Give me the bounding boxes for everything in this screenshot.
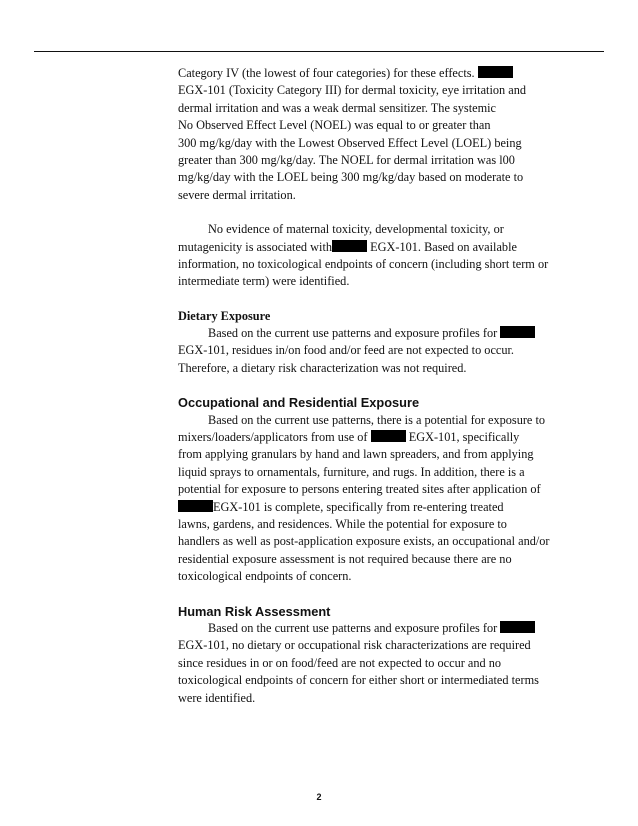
text-line: EGX-101 (Toxicity Category III) for dermal toxicity, eye irritation and bbox=[178, 83, 527, 98]
text-line: were identified. bbox=[178, 690, 256, 705]
text-line: greater than 300 mg/kg/day. The NOEL for dermal irritation was l00 bbox=[178, 152, 515, 167]
text-line: 300 mg/kg/day with the Lowest Observed Effect Level (LOEL) being bbox=[178, 135, 522, 150]
header-rule bbox=[34, 51, 604, 52]
text-line: Therefore, a dietary risk characterization was not required. bbox=[178, 360, 467, 375]
text-line: EGX-101, residues in/on food and/or feed are not expected to occur. bbox=[178, 343, 515, 358]
text-line: severe dermal irritation. bbox=[178, 187, 296, 202]
text-line: No evidence of maternal toxicity, developmental toxicity, or bbox=[208, 222, 504, 237]
text-line: EGX-101. Based on available bbox=[370, 239, 517, 254]
toxicity-paragraph bbox=[178, 65, 568, 204]
maternal-toxicity-paragraph bbox=[178, 221, 568, 291]
text-line: mg/kg/day with the LOEL being 300 mg/kg/day based on moderate to bbox=[178, 170, 524, 185]
text-line: mixers/loaders/applicators from use of bbox=[178, 430, 368, 445]
text-line: since residues in or on food/feed are not expected to occur and no bbox=[178, 655, 502, 670]
page-number: 2 bbox=[316, 792, 322, 802]
occupational-exposure-section bbox=[178, 394, 568, 585]
text-line: Based on the current use patterns, there is a potential for exposure to bbox=[208, 412, 546, 427]
text-line: Category IV (the lowest of four categories) for these effects. bbox=[178, 66, 475, 80]
text-line: handlers as well as post-application exposure exists, an occupational and/or bbox=[178, 534, 550, 549]
text-line: EGX-101, specifically bbox=[408, 430, 520, 445]
text-line: information, no toxicological endpoints of concern (including short term or bbox=[178, 256, 549, 271]
human-risk-assessment-section bbox=[178, 603, 568, 707]
dietary-exposure-section bbox=[178, 308, 568, 378]
redaction-block bbox=[500, 326, 535, 338]
text-line: liquid sprays to ornamentals, furniture, and rugs. In addition, there is a bbox=[178, 464, 525, 479]
section-heading-dietary-exposure: Dietary Exposure bbox=[178, 308, 271, 323]
text-line: toxicological endpoints of concern for either short or intermediated terms bbox=[178, 673, 539, 688]
section-heading-occupational-exposure: Occupational and Residential Exposure bbox=[178, 395, 420, 411]
redaction-block bbox=[500, 621, 535, 633]
redaction-block bbox=[178, 500, 213, 512]
text-line: Based on the current use patterns and exposure profiles for bbox=[208, 326, 498, 341]
text-line: mutagenicity is associated with bbox=[178, 239, 333, 254]
text-line: potential for exposure to persons entering treated sites after application of bbox=[178, 482, 541, 497]
redaction-block bbox=[371, 430, 406, 442]
document-body bbox=[178, 65, 568, 724]
text-line: dermal irritation and was a weak dermal sensitizer. The systemic bbox=[178, 100, 497, 115]
text-line: Based on the current use patterns and exposure profiles for bbox=[208, 620, 498, 635]
text-line: toxicological endpoints of concern. bbox=[178, 569, 352, 584]
text-line: from applying granulars by hand and lawn spreaders, and from applying bbox=[178, 447, 534, 462]
text-line: intermediate term) were identified. bbox=[178, 274, 350, 289]
section-heading-human-risk-assessment: Human Risk Assessment bbox=[178, 603, 331, 619]
text-line: EGX-101 is complete, specifically from re-entering treated bbox=[213, 499, 504, 514]
text-line: EGX-101, no dietary or occupational risk characterizations are required bbox=[178, 638, 531, 653]
text-line: residential exposure assessment is not required because there are no bbox=[178, 551, 512, 566]
text-line: lawns, gardens, and residences. While the potential for exposure to bbox=[178, 516, 507, 531]
text-line: No Observed Effect Level (NOEL) was equal to or greater than bbox=[178, 118, 491, 133]
redaction-block bbox=[478, 66, 513, 78]
redaction-block bbox=[332, 240, 367, 252]
